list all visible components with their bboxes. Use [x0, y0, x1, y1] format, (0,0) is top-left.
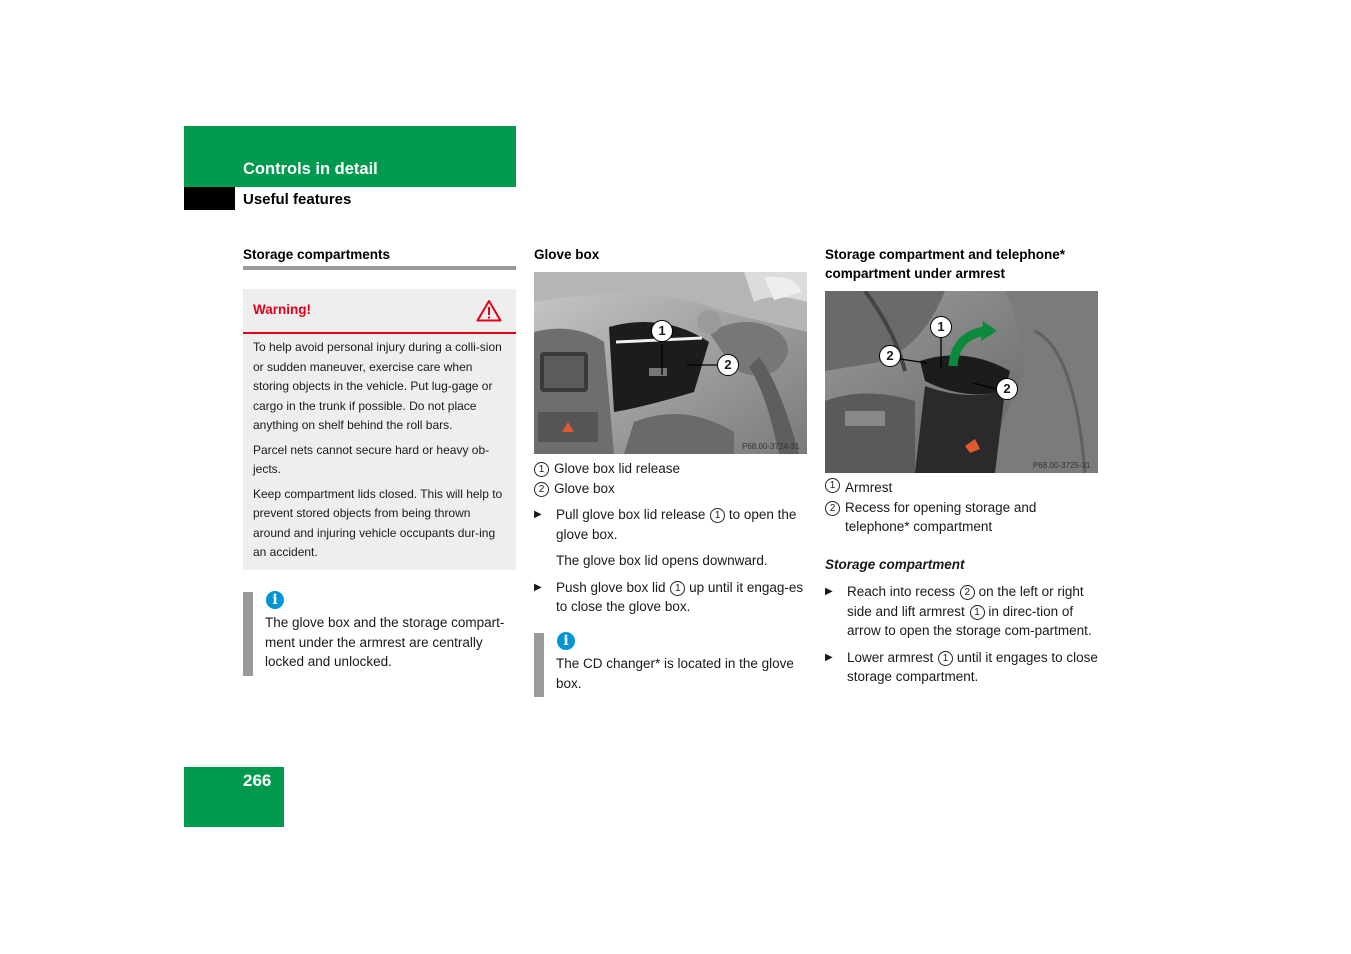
warning-triangle-icon: [476, 299, 502, 327]
step-result: The glove box lid opens downward.: [556, 553, 768, 568]
info-icon: i: [266, 591, 284, 609]
chapter-title: Controls in detail: [243, 160, 378, 178]
callout-2: 2: [717, 354, 739, 376]
section-title: Useful features: [243, 191, 352, 208]
warning-rule: [243, 332, 516, 334]
warning-box: [243, 289, 516, 570]
legend-item: 1 Glove box lid release: [534, 459, 807, 479]
callout-2: 2: [996, 378, 1018, 400]
warning-text: [253, 338, 511, 568]
figure-code: P68.00-3724-31: [742, 442, 800, 451]
glove-box-legend: [534, 459, 807, 498]
bullet-arrow-icon: ▶: [534, 509, 542, 520]
callout-1: 1: [930, 316, 952, 338]
storage-compartment-subheading: Storage compartment: [825, 557, 965, 572]
legend-item: 2 Recess for opening storage and telephone* compartment: [825, 498, 1098, 537]
glove-box-heading: Glove box: [534, 247, 600, 262]
callout-2: 2: [879, 345, 901, 367]
bullet-arrow-icon: ▶: [825, 586, 833, 597]
storage-compartments-heading: Storage compartments: [243, 247, 391, 262]
step-item: ▶ Reach into recess 2 on the left or right side and lift armrest 1 in direc-tion of arrow to open the storage com-partment.: [825, 582, 1098, 641]
armrest-figure: [825, 291, 1098, 473]
step-item: ▶ Lower armrest 1 until it engages to close storage compartment.: [825, 648, 1098, 687]
legend-item: 2 Glove box: [534, 479, 807, 499]
heading-rule: [243, 266, 516, 270]
page-number: 266: [243, 771, 272, 790]
warning-paragraph: Keep compartment lids closed. This will help to prevent stored objects from being thrown around and injuring vehicle occupants dur-ing an accident.: [253, 486, 503, 559]
glove-box-figure: [534, 272, 807, 454]
step-item: ▶ Pull glove box lid release 1 to open the glove box.: [534, 505, 807, 544]
figure-code: P68.00-3725-31: [1033, 461, 1091, 470]
header-marker: [184, 187, 235, 210]
legend-item: 1 Armrest: [825, 478, 1098, 498]
bullet-arrow-icon: ▶: [825, 651, 833, 663]
armrest-steps: [825, 582, 1098, 687]
info-bar: [534, 633, 544, 697]
bullet-arrow-icon: ▶: [534, 581, 542, 593]
info-text: The CD changer* is located in the glove box.: [556, 656, 794, 691]
warning-paragraph: Parcel nets cannot secure hard or heavy ob-jects.: [253, 442, 490, 476]
info-text: The glove box and the storage compart-ment under the armrest are centrally locked and unlocked.: [265, 615, 505, 669]
warning-heading: Warning!: [253, 302, 311, 317]
step-item: ▶ Push glove box lid 1 up until it engag-es to close the glove box.: [534, 578, 807, 617]
info-bar: [243, 592, 253, 676]
armrest-legend: [825, 478, 1098, 537]
warning-paragraph: To help avoid personal injury during a colli-sion or sudden maneuver, exercise care when storing objects in the vehicle. Put lug-gage or cargo in the trunk if possible. Do not place anything on shelf behind the roll bars.: [253, 340, 502, 432]
info-icon: i: [557, 632, 575, 650]
armrest-compartment-heading: Storage compartment and telephone* compartment under armrest: [825, 247, 1066, 281]
callout-1: 1: [651, 320, 673, 342]
glove-box-steps: [534, 505, 807, 617]
